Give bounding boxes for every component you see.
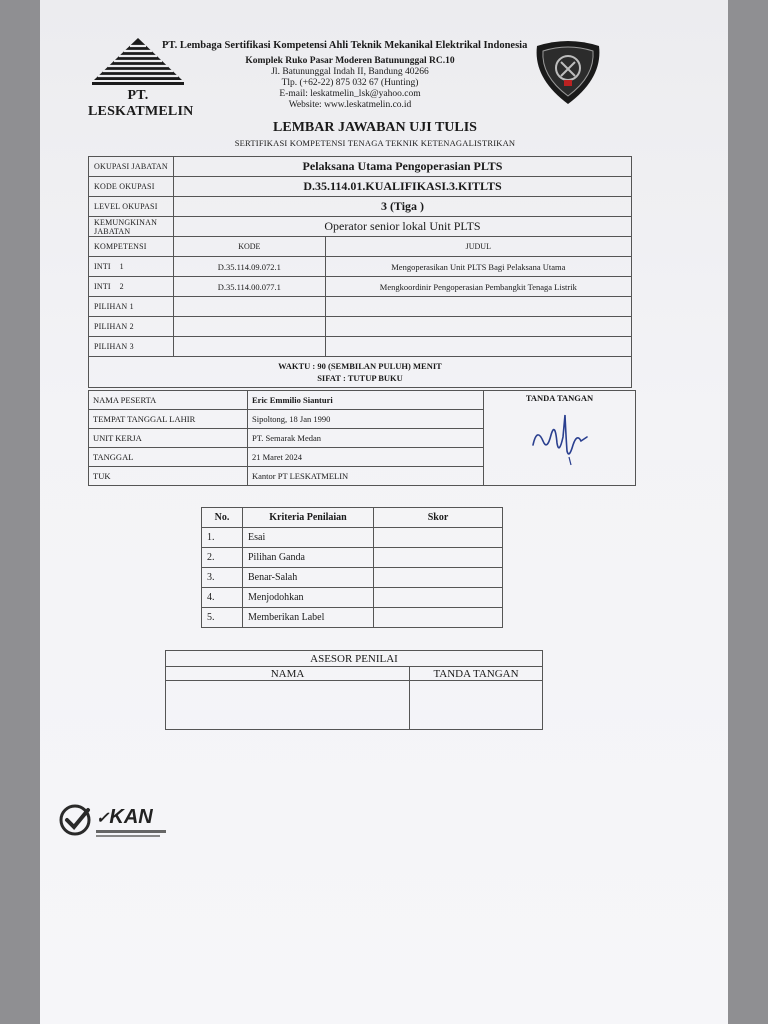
kriteria-name: Menjodohkan [243, 588, 374, 608]
kompetensi-judul [325, 337, 631, 357]
email: E-mail: leskatmelin_lsk@yahoo.com [279, 89, 421, 99]
kode-header: KODE [174, 237, 326, 257]
kompetensi-kode: D.35.114.09.072.1 [174, 257, 326, 277]
kompetensi-kode [174, 317, 326, 337]
kompetensi-judul [325, 317, 631, 337]
peserta-value: Kantor PT LESKATMELIN [248, 467, 484, 486]
peserta-label: NAMA PESERTA [89, 391, 248, 410]
kriteria-no: 2. [202, 548, 243, 568]
table-row [89, 217, 632, 237]
kriteria-table [201, 507, 503, 628]
asesor-nama-cell [166, 681, 410, 730]
phone: Tlp. (+62-22) 875 032 67 (Hunting) [281, 78, 419, 88]
kriteria-no: 3. [202, 568, 243, 588]
table-row [89, 277, 632, 297]
skor-cell [374, 548, 503, 568]
kriteria-name: Memberikan Label [243, 608, 374, 628]
table-row [89, 257, 632, 277]
kompetensi-kode [174, 297, 326, 317]
kriteria-name: Pilihan Ganda [243, 548, 374, 568]
document-title: LEMBAR JAWABAN UJI TULIS [273, 120, 477, 135]
peserta-table [88, 390, 636, 486]
level-value: 3 (Tiga ) [174, 197, 632, 217]
peserta-label: TEMPAT TANGGAL LAHIR [89, 410, 248, 429]
checkmark-badge-icon [58, 802, 94, 838]
table-row [89, 317, 632, 337]
kompetensi-label: PILIHAN 3 [89, 337, 174, 357]
table-row [166, 667, 543, 681]
skor-cell [374, 588, 503, 608]
waktu-text: WAKTU : 90 (SEMBILAN PULUH) MENIT [278, 361, 442, 371]
kriteria-no: 5. [202, 608, 243, 628]
table-row [202, 588, 503, 608]
kompetensi-label: PILIHAN 2 [89, 317, 174, 337]
kemungkinan-value: Operator senior lokal Unit PLTS [174, 217, 632, 237]
kompetensi-label: INTI 2 [89, 277, 174, 297]
tanda-tangan-label: TANDA TANGAN [525, 393, 594, 403]
kompetensi-kode: D.35.114.00.077.1 [174, 277, 326, 297]
table-row [89, 157, 632, 177]
kriteria-header: Kriteria Penilaian [243, 508, 374, 528]
kan-logo [96, 806, 153, 829]
okupasi-info-table [88, 156, 632, 388]
level-label: LEVEL OKUPASI [89, 197, 174, 217]
waktu-sifat [89, 357, 632, 388]
table-row [166, 651, 543, 667]
kompetensi-kode [174, 337, 326, 357]
kan-caption-line [96, 835, 160, 837]
signature-icon [525, 407, 595, 467]
sifat-text: SIFAT : TUTUP BUKU [317, 373, 403, 383]
asesor-table [165, 650, 543, 730]
table-row [202, 608, 503, 628]
nama-header: NAMA [166, 667, 410, 681]
kompetensi-judul: Mengkoordinir Pengoperasian Pembangkit Tenaga Listrik [325, 277, 631, 297]
table-row [89, 357, 632, 388]
asesor-ttd-cell [410, 681, 543, 730]
peserta-value: 21 Maret 2024 [248, 448, 484, 467]
ttd-header: TANDA TANGAN [410, 667, 543, 681]
peserta-value: PT. Semarak Medan [248, 429, 484, 448]
brand-name: PT. LESKATMELIN [88, 88, 194, 119]
peserta-label: UNIT KERJA [89, 429, 248, 448]
website: Website: www.leskatmelin.co.id [288, 100, 412, 110]
peserta-value: Sipoltong, 18 Jan 1990 [248, 410, 484, 429]
kompetensi-label: INTI 1 [89, 257, 174, 277]
kode-okupasi-value: D.35.114.01.KUALIFIKASI.3.KITLTS [174, 177, 632, 197]
judul-header: JUDUL [325, 237, 631, 257]
org-name: PT. Lembaga Sertifikasi Kompetensi Ahli Teknik Mekanikal Elektrikal Indonesia [162, 40, 528, 51]
asesor-title: ASESOR PENILAI [166, 651, 543, 667]
table-row [89, 177, 632, 197]
kode-okupasi-label: KODE OKUPASI [89, 177, 174, 197]
table-row [202, 548, 503, 568]
kriteria-name: Esai [243, 528, 374, 548]
skor-cell [374, 608, 503, 628]
okupasi-label: OKUPASI JABATAN [89, 157, 174, 177]
table-row [89, 297, 632, 317]
peserta-label: TUK [89, 467, 248, 486]
okupasi-value: Pelaksana Utama Pengoperasian PLTS [174, 157, 632, 177]
kompetensi-header: KOMPETENSI [89, 237, 174, 257]
kriteria-no: 1. [202, 528, 243, 548]
kan-logo-text: KAN [109, 806, 153, 828]
document-subtitle: SERTIFIKASI KOMPETENSI TENAGA TEKNIK KETENAGALISTRIKAN [234, 138, 516, 148]
peserta-label: TANGGAL [89, 448, 248, 467]
table-row [89, 197, 632, 217]
table-row [89, 391, 636, 410]
table-row [202, 568, 503, 588]
skor-header: Skor [374, 508, 503, 528]
skor-cell [374, 568, 503, 588]
kompetensi-judul [325, 297, 631, 317]
kriteria-no: 4. [202, 588, 243, 608]
kompetensi-judul: Mengoperasikan Unit PLTS Bagi Pelaksana Utama [325, 257, 631, 277]
skor-cell [374, 528, 503, 548]
kemungkinan-label: KEMUNGKINAN JABATAN [89, 217, 174, 237]
table-row [89, 337, 632, 357]
peserta-value: Eric Emmilio Sianturi [248, 391, 484, 410]
address-line1: Komplek Ruko Pasar Moderen Batununggal RC.10 [245, 56, 455, 66]
no-header: No. [202, 508, 243, 528]
address-line2: Jl. Batununggal Indah II, Bandung 40266 [271, 67, 429, 77]
table-row [202, 508, 503, 528]
kan-caption-line [96, 830, 166, 833]
emblem-shield-icon [531, 38, 605, 106]
table-row [89, 237, 632, 257]
kriteria-name: Benar-Salah [243, 568, 374, 588]
kan-check-icon: ✓ [96, 810, 110, 827]
table-row [202, 528, 503, 548]
kompetensi-label: PILIHAN 1 [89, 297, 174, 317]
table-row [166, 681, 543, 730]
signature-cell [484, 391, 636, 486]
